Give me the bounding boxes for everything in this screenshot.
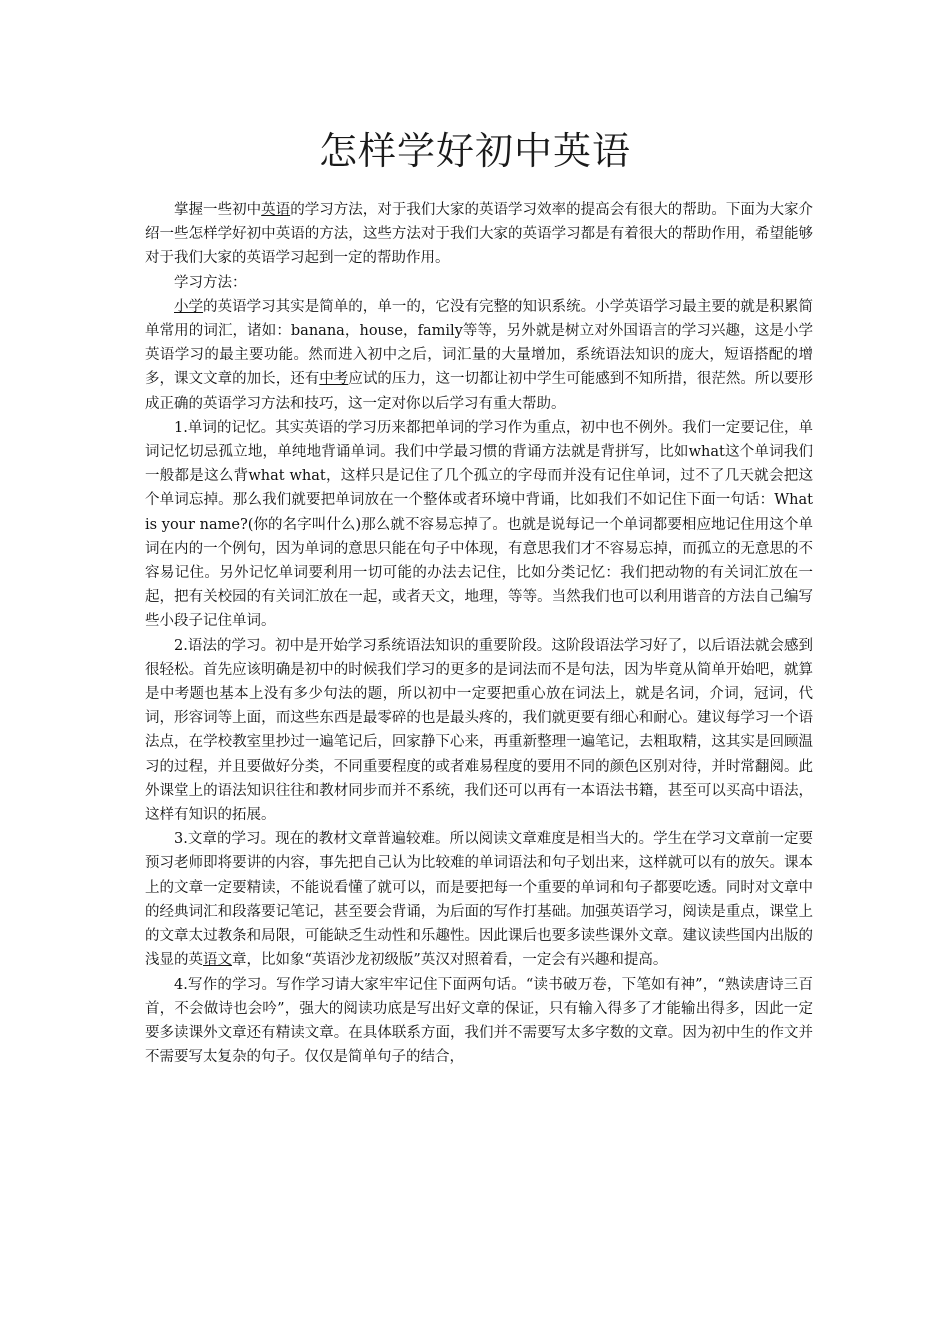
point-1-paragraph: 1.单词的记忆。其实英语的学习历来都把单词的学习作为重点，初中也不例外。我们一定要记住，单词记忆切忌孤立地，单纯地背诵单词。我们中学最习惯的背诵方法就是背拼写，比如what这个单词我们一般都是这么背what what，这样只是记住了几个孤立的字母而并没有记住单词，过不了几天就会把这个单词忘掉。那么我们就要把单词放在一个整体或者环境中背诵，比如我们不如记住下面一句话：What is your name?(你的名字叫什么)那么就不容易忘掉了。也就是说每记一个单词都要相应地记住用这个单词在内的一个例句，因为单词的意思只能在句子中体现，有意思我们才不容易忘掉，而孤立的无意思的不容易记住。另外记忆单词要利用一切可能的办法去记住，比如分类记忆：我们把动物的有关词汇放在一起，把有关校园的有关词汇放在一起，或者天文，地理，等等。当然我们也可以利用谐音的方法自己编写些小段子记住单词。 — [145, 419, 813, 630]
point-3-paragraph — [145, 827, 813, 972]
primary-school-link[interactable]: 小学 — [174, 298, 204, 315]
article-body — [145, 198, 813, 1069]
point-3-text-a: 3.文章的学习。现在的教材文章普遍较难。所以阅读文章难度是相当大的。学生在学习文章前一定要预习老师即将要讲的内容，事先把自己认为比较难的单词语法和句子划出来，这样就可以有的放矢。课本上的文章一定要精读，不能说看懂了就可以，而是要把每一个重要的单词和句子都要吃透。同时对文章中的经典词汇和段落要记笔记，甚至要会背诵，为后面的写作打基础。加强英语学习，阅读是重点，课堂上的文章太过教条和局限，可能缺乏生动性和乐趣性。因此课后也要多读些课外文章。建议读些国内出版的浅显的英 — [145, 831, 813, 969]
zhongkao-link[interactable]: 中考 — [319, 371, 349, 388]
intro-text-a: 掌握一些初中 — [174, 202, 262, 218]
page-title: 怎样学好初中英语 — [318, 129, 631, 173]
point-2-paragraph: 2.语法的学习。初中是开始学习系统语法知识的重要阶段。这阶段语法学习好了，以后语法就会感到很轻松。首先应该明确是初中的时候我们学习的更多的是词法而不是句法，因为毕竟从简单开始吧，就算是中考题也基本上没有多少句法的题，所以初中一定要把重心放在词法上，就是名词，介词，冠词，代词，形容词等上面，而这些东西是最零碎的也是最头疼的，我们就更要有细心和耐心。建议每学习一个语法点，在学校教室里抄过一遍笔记后，回家静下心来，再重新整理一遍笔记，去粗取精，这其实是回顾温习的过程，并且要做好分类，不同重要程度的或者难易程度的要用不同的颜色区别对待，并时常翻阅。此外课堂上的语法知识往往和教材同步而并不系统，我们还可以再有一本语法书籍，甚至可以买高中语法，这样有知识的拓展。 — [145, 637, 813, 824]
english-link[interactable]: 英语 — [261, 202, 291, 218]
primary-paragraph — [145, 295, 813, 416]
method-heading: 学习方法： — [174, 274, 247, 291]
intro-paragraph — [145, 198, 813, 271]
intro-text-b: 的学习方法，对于我们大家的英语学习效率的提高会有很大的帮助。下面为大家介绍一些怎样学好初中英语的方法，这些方法对于我们大家的英语学习都是有着很大的帮助作用，希望能够对于我们大家的英语学习起到一定的帮助作用。 — [145, 202, 813, 267]
primary-text-a: 的英语学习其实是简单的，单一的，它没有完整的知识系统。小学英语学习最主要的就是积累简单常用的词汇，诸如：banana，house，family等等，另外就是树立对外国语言的学习兴趣，这是小学英语学习的最主要功能。然而进入初中之后，词汇量的大量增加，系统语法知识的庞大，短语搭配的增多，课文文章的加长，还有 — [145, 298, 813, 388]
point-3-text-b: 章，比如象“英语沙龙初级版”英汉对照着看，一定会有兴趣和提高。 — [232, 952, 668, 969]
point-4-paragraph: 4.写作的学习。写作学习请大家牢牢记住下面两句话。“读书破万卷，下笔如有神”，“熟读唐诗三百首，不会做诗也会吟”，强大的阅读功底是写出好文章的保证，只有输入得多了才能输出得多，因此一定要多读课外文章还有精读文章。在具体联系方面，我们并不需要写太多字数的文章。因为初中生的作文并不需要写太复杂的句子。仅仅是简单句子的结合， — [145, 976, 813, 1066]
chinese-link[interactable]: 语文 — [203, 952, 232, 969]
primary-text-b: 应试的压力，这一切都让初中学生可能感到不知所措，很茫然。所以要形成正确的英语学习方法和技巧，这一定对你以后学习有重大帮助。 — [145, 371, 813, 412]
